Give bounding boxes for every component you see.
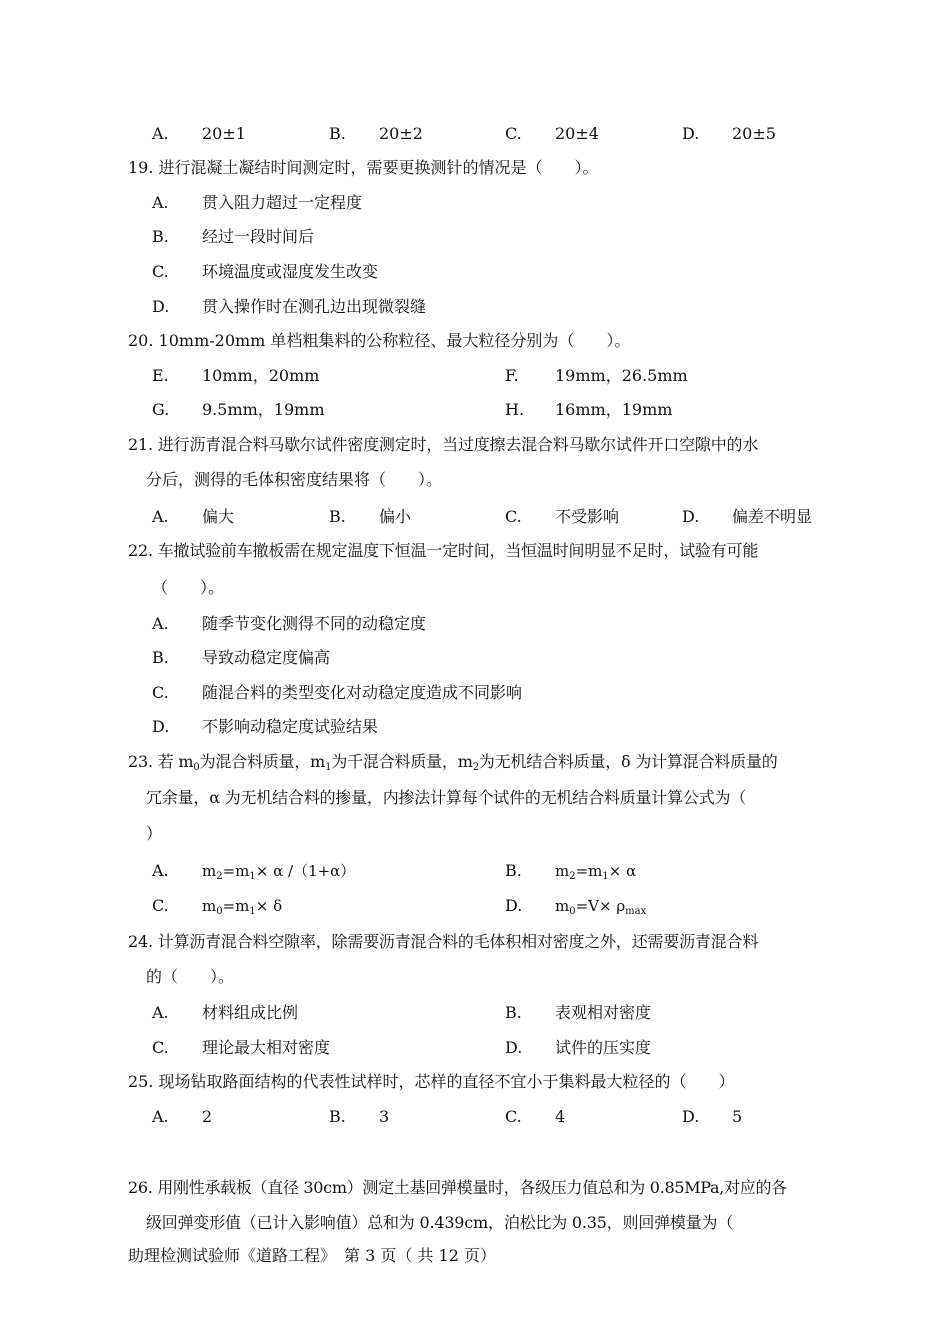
q18-option-a-label: A. xyxy=(152,124,169,143)
q19-option-a-label: A. xyxy=(152,193,169,212)
q19-option-d-text: 贯入操作时在测孔边出现微裂缝 xyxy=(202,297,427,316)
q21-option-c-text: 不受影响 xyxy=(555,507,620,526)
q23-option-a-text: $m_2=m_1\times \alpha$ /（1+α） xyxy=(202,862,356,882)
q24-option-d-label: D. xyxy=(505,1038,523,1057)
q23-stem-line3: ） xyxy=(146,824,163,843)
q19-option-d-label: D. xyxy=(152,297,170,316)
q21-option-d-label: D. xyxy=(682,507,700,526)
q25-option-d-text: 5 xyxy=(732,1107,743,1126)
q23-option-d-text: $m_0=V\times \rho_{max}$ xyxy=(555,897,647,917)
q20-option-g-text: 9.5mm，19mm xyxy=(202,400,325,419)
q22-option-d-label: D. xyxy=(152,717,170,736)
q22-option-a-label: A. xyxy=(152,614,169,633)
q18-option-b-text: 20±2 xyxy=(379,124,423,143)
q25-option-c-label: C. xyxy=(505,1107,522,1126)
q22-option-b-text: 导致动稳定度偏高 xyxy=(202,648,331,667)
q21-option-c-label: C. xyxy=(505,507,522,526)
q24-option-c-text: 理论最大相对密度 xyxy=(202,1038,331,1057)
q18-option-c-text: 20±4 xyxy=(555,124,599,143)
q20-stem: 20. 10mm-20mm 单档粗集料的公称粒径、最大粒径分别为（ ）。 xyxy=(128,331,631,350)
q25-stem: 25. 现场钻取路面结构的代表性试样时，芯样的直径不宜小于集料最大粒径的（ ） xyxy=(128,1072,735,1091)
q25-option-d-label: D. xyxy=(682,1107,700,1126)
q22-stem-line2: （ ）。 xyxy=(152,578,225,597)
q22-option-a-text: 随季节变化测得不同的动稳定度 xyxy=(202,614,427,633)
q26-stem-line2: 级回弹变形值（已计入影响值）总和为 0.439cm，泊松比为 0.35，则回弹模量为（ xyxy=(146,1213,734,1232)
q20-option-h-text: 16mm，19mm xyxy=(555,400,673,419)
q19-option-c-text: 环境温度或湿度发生改变 xyxy=(202,262,379,281)
q21-stem-line1: 21. 进行沥青混合料马歇尔试件密度测定时，当过度擦去混合料马歇尔试件开口空隙中的水 xyxy=(128,435,759,454)
q23-option-b-text: $m_2=m_1\times \alpha$ xyxy=(555,862,637,882)
q24-option-c-label: C. xyxy=(152,1038,169,1057)
q24-option-b-text: 表观相对密度 xyxy=(555,1003,652,1022)
q20-option-g-label: G. xyxy=(152,400,170,419)
q21-option-d-text: 偏差不明显 xyxy=(732,507,813,526)
q19-option-b-label: B. xyxy=(152,227,169,246)
q21-option-a-label: A. xyxy=(152,507,169,526)
q24-stem-line1: 24. 计算沥青混合料空隙率，除需要沥青混合料的毛体积相对密度之外，还需要沥青混合料 xyxy=(128,932,759,951)
page-footer: 助理检测试验师《道路工程》 第 3 页（ 共 12 页） xyxy=(128,1246,496,1265)
q24-option-d-text: 试件的压实度 xyxy=(555,1038,652,1057)
q18-option-b-label: B. xyxy=(329,124,346,143)
q20-option-f-label: F. xyxy=(505,366,519,385)
q20-option-e-label: E. xyxy=(152,366,169,385)
q23-option-b-label: B. xyxy=(505,861,522,880)
q25-option-b-label: B. xyxy=(329,1107,346,1126)
q23-stem-line2: 冗余量，α 为无机结合料的掺量，内掺法计算每个试件的无机结合料质量计算公式为（ xyxy=(146,788,747,807)
q26-stem-line1: 26. 用刚性承载板（直径 30cm）测定土基回弹模量时，各级压力值总和为 0.85MPa,对应的各 xyxy=(128,1178,787,1197)
q22-option-b-label: B. xyxy=(152,648,169,667)
q23-option-d-label: D. xyxy=(505,896,523,915)
q25-option-b-text: 3 xyxy=(379,1107,390,1126)
q21-option-a-text: 偏大 xyxy=(202,507,235,526)
q25-option-c-text: 4 xyxy=(555,1107,566,1126)
q18-option-d-label: D. xyxy=(682,124,700,143)
q19-stem: 19. 进行混凝土凝结时间测定时，需要更换测针的情况是（ ）。 xyxy=(128,158,599,177)
q21-option-b-label: B. xyxy=(329,507,346,526)
q21-stem-line2: 分后，测得的毛体积密度结果将（ ）。 xyxy=(146,470,443,489)
q25-option-a-text: 2 xyxy=(202,1107,213,1126)
q23-option-c-label: C. xyxy=(152,896,169,915)
q23-option-c-text: $m_0=m_1\times \delta$ xyxy=(202,897,283,917)
q24-option-a-text: 材料组成比例 xyxy=(202,1003,299,1022)
q24-option-b-label: B. xyxy=(505,1003,522,1022)
q20-option-e-text: 10mm，20mm xyxy=(202,366,320,385)
q19-option-a-text: 贯入阻力超过一定程度 xyxy=(202,193,363,212)
q19-option-b-text: 经过一段时间后 xyxy=(202,227,315,246)
q21-option-b-text: 偏小 xyxy=(379,507,412,526)
q22-stem-line1: 22. 车撤试验前车撤板需在规定温度下恒温一定时间，当恒温时间明显不足时，试验有可能 xyxy=(128,541,759,560)
q24-stem-line2: 的（ ）。 xyxy=(146,967,235,986)
q24-option-a-label: A. xyxy=(152,1003,169,1022)
q18-option-c-label: C. xyxy=(505,124,522,143)
q18-option-d-text: 20±5 xyxy=(732,124,776,143)
q23-option-a-label: A. xyxy=(152,861,169,880)
q19-option-c-label: C. xyxy=(152,262,169,281)
q25-option-a-label: A. xyxy=(152,1107,169,1126)
q22-option-d-text: 不影响动稳定度试验结果 xyxy=(202,717,379,736)
q22-option-c-label: C. xyxy=(152,683,169,702)
q18-option-a-text: 20±1 xyxy=(202,124,246,143)
q20-option-h-label: H. xyxy=(505,400,525,419)
q23-stem-line1: 23. 若 $m_0$为混合料质量，$m_1$为千混合料质量，$m_2$为无机结合料质量，δ 为计算混合料质量的 xyxy=(128,752,778,773)
q22-option-c-text: 随混合料的类型变化对动稳定度造成不同影响 xyxy=(202,683,523,702)
q20-option-f-text: 19mm，26.5mm xyxy=(555,366,688,385)
